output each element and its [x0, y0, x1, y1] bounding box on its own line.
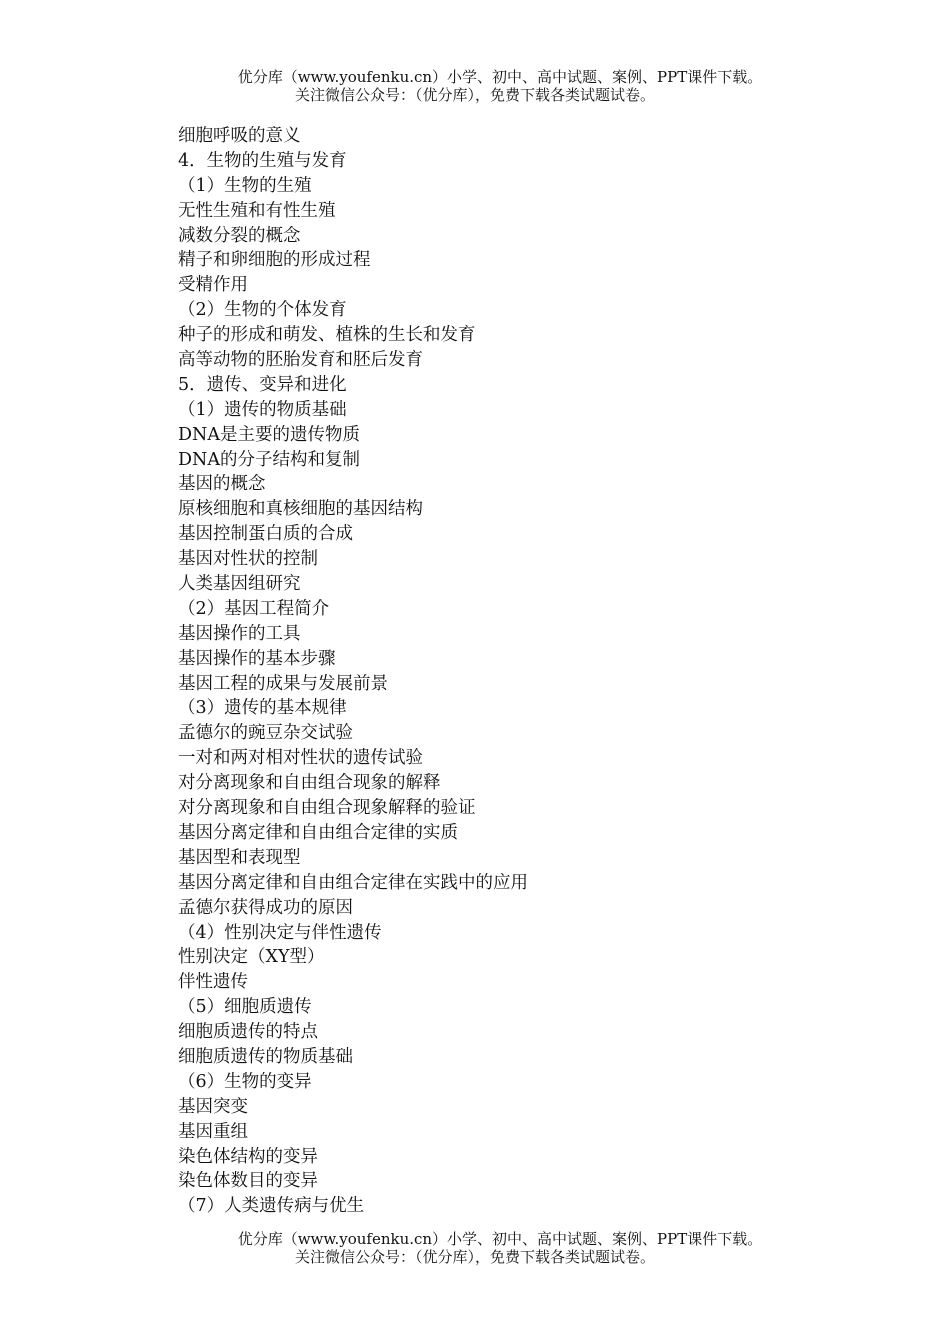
text-line: 无性生殖和有性生殖 — [178, 200, 336, 221]
document-body — [178, 124, 878, 1219]
footer-line-2: 关注微信公众号：（优分库），免费下载各类试题试卷。 — [294, 1248, 655, 1266]
text-line: 高等动物的胚胎发育和胚后发育 — [178, 350, 423, 371]
text-line: DNA的分子结构和复制 — [178, 449, 360, 470]
text-line: 减数分裂的概念 — [178, 225, 301, 246]
text-line: 基因工程的成果与发展前景 — [178, 673, 388, 694]
section-heading: 4．生物的生殖与发育 — [178, 150, 347, 171]
text-line: 细胞质遗传的特点 — [178, 1022, 318, 1043]
header-line-1: 优分库（www.youfenku.cn）小学、初中、高中试题、案例、PPT课件下载。 — [237, 68, 763, 86]
text-line: 性别决定（XY型） — [178, 947, 325, 968]
text-line: DNA是主要的遗传物质 — [178, 424, 360, 445]
text-line: 对分离现象和自由组合现象解释的验证 — [178, 798, 476, 819]
text-line: 染色体结构的变异 — [178, 1146, 318, 1167]
text-line: 细胞呼吸的意义 — [178, 126, 301, 146]
subsection-heading: （1）遗传的物质基础 — [178, 399, 347, 420]
subsection-heading: （3）遗传的基本规律 — [178, 698, 347, 719]
subsection-heading: （2）生物的个体发育 — [178, 300, 347, 321]
subsection-heading: （1）生物的生殖 — [178, 175, 312, 196]
text-line: 基因操作的基本步骤 — [178, 648, 336, 669]
subsection-heading: （4）性别决定与伴性遗传 — [178, 922, 382, 943]
text-line: 伴性遗传 — [178, 972, 248, 993]
text-line: 基因重组 — [178, 1121, 248, 1142]
text-line: 基因型和表现型 — [178, 847, 301, 868]
text-line: 基因突变 — [178, 1096, 248, 1117]
text-line: 受精作用 — [178, 275, 248, 296]
footer-line-1: 优分库（www.youfenku.cn）小学、初中、高中试题、案例、PPT课件下载。 — [237, 1230, 763, 1248]
header-line-2: 关注微信公众号：（优分库），免费下载各类试题试卷。 — [294, 86, 655, 104]
subsection-heading: （2）基因工程简介 — [178, 598, 330, 619]
text-line: 基因分离定律和自由组合定律的实质 — [178, 822, 458, 843]
page-footer — [0, 1230, 950, 1266]
text-line: 染色体数目的变异 — [178, 1171, 318, 1192]
text-line: 原核细胞和真核细胞的基因结构 — [178, 499, 423, 520]
section-heading: 5．遗传、变异和进化 — [178, 374, 347, 395]
text-line: 基因操作的工具 — [178, 623, 301, 644]
text-line: 对分离现象和自由组合现象的解释 — [178, 773, 441, 794]
subsection-heading: （5）细胞质遗传 — [178, 997, 312, 1018]
subsection-heading: （6）生物的变异 — [178, 1071, 312, 1092]
text-line: 基因的概念 — [178, 474, 266, 495]
text-line: 一对和两对相对性状的遗传试验 — [178, 748, 423, 769]
text-line: 细胞质遗传的物质基础 — [178, 1046, 353, 1067]
text-line: 精子和卵细胞的形成过程 — [178, 250, 371, 271]
subsection-heading: （7）人类遗传病与优生 — [178, 1196, 365, 1217]
page-header — [0, 68, 950, 104]
text-line: 基因对性状的控制 — [178, 549, 318, 570]
text-line: 人类基因组研究 — [178, 574, 301, 595]
text-line: 种子的形成和萌发、植株的生长和发育 — [178, 325, 476, 346]
text-line: 基因分离定律和自由组合定律在实践中的应用 — [178, 872, 528, 893]
text-line: 孟德尔的豌豆杂交试验 — [178, 723, 353, 744]
text-line: 孟德尔获得成功的原因 — [178, 897, 353, 918]
text-line: 基因控制蛋白质的合成 — [178, 524, 353, 545]
